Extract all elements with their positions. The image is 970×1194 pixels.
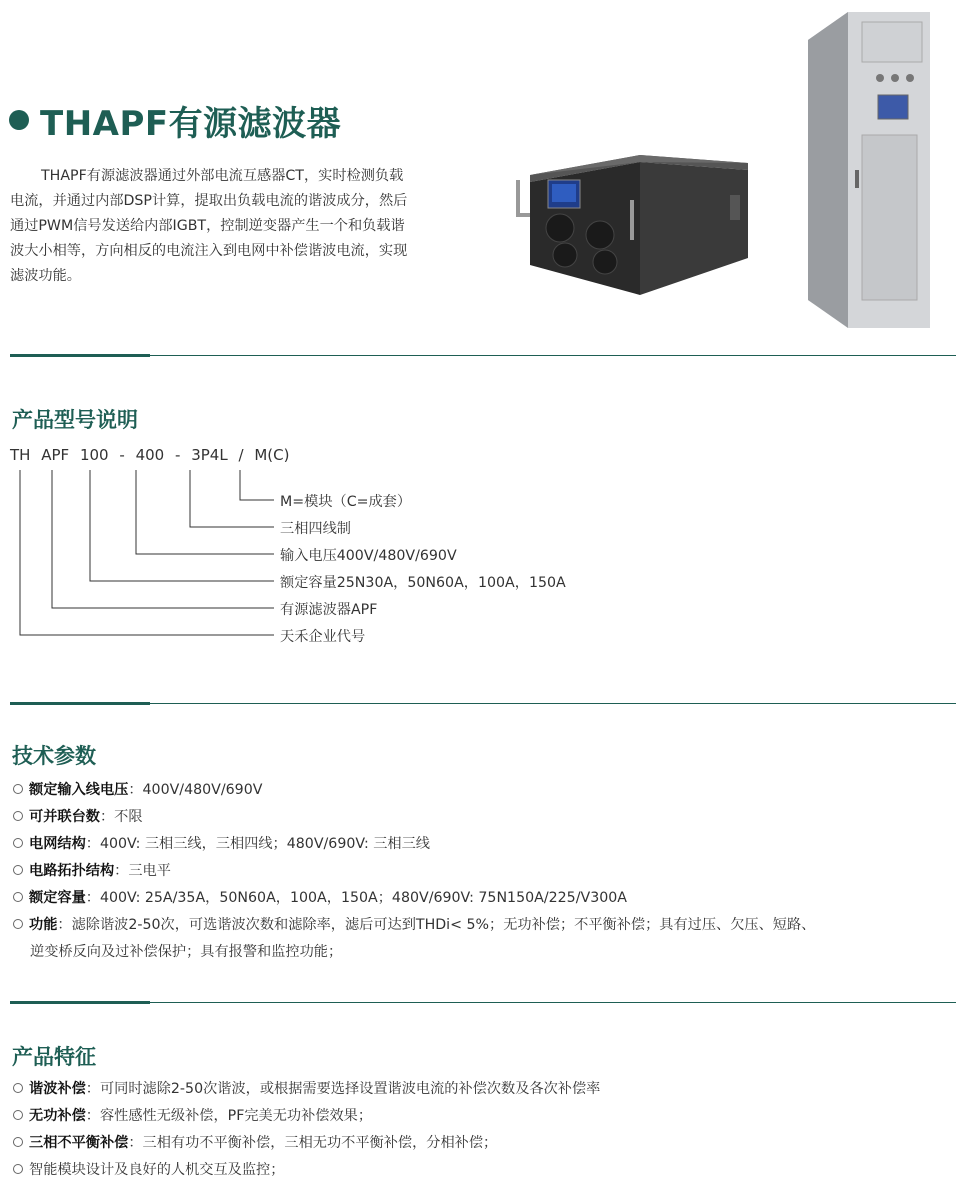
model-code-part: 100 [79, 446, 109, 464]
intro-line: 通过PWM信号发送给内部IGBT，控制逆变器产生一个和负载谐 [10, 218, 405, 234]
item-value: ：三相有功不平衡补偿，三相无功不平衡补偿，分相补偿； [128, 1135, 498, 1151]
intro-line: 滤波功能。 [10, 268, 81, 284]
intro-line: 电流，并通过内部DSP计算，提取出负载电流的谐波成分，然后 [10, 193, 408, 209]
item-label: 额定输入线电压 [29, 782, 129, 798]
item-label: 三相不平衡补偿 [29, 1135, 129, 1151]
item-value: ：可同时滤除2-50次谐波，或根据需要选择设置谐波电流的补偿次数及各次补偿率 [85, 1081, 601, 1097]
item-value: ：容性感性无级补偿，PF完美无功补偿效果； [85, 1108, 373, 1124]
circle-bullet-icon [13, 784, 23, 794]
model-code-part: 400 [135, 446, 165, 464]
model-legend-item: 三相四线制 [280, 521, 351, 537]
circle-bullet-icon [13, 1137, 23, 1147]
model-section-heading: 产品型号说明 [12, 408, 138, 432]
features-section-heading: 产品特征 [12, 1045, 96, 1069]
model-legend-item: 额定容量25N30A，50N60A，100A，150A [280, 575, 566, 591]
intro-line: 波大小相等，方向相反的电流注入到电网中补偿谐波电流，实现 [10, 243, 408, 259]
item-label: 电路拓扑结构 [29, 863, 115, 879]
item-label: 无功补偿 [29, 1108, 86, 1124]
model-code-part: 3P4L [191, 446, 228, 464]
circle-bullet-icon [13, 919, 23, 929]
item-value: ：400V: 三相三线，三相四线；480V/690V: 三相三线 [85, 836, 430, 852]
list-item [13, 858, 815, 885]
list-item [13, 912, 815, 939]
circle-bullet-icon [13, 865, 23, 875]
section-divider [10, 355, 956, 356]
circle-bullet-icon [13, 1164, 23, 1174]
model-legend-item: 输入电压400V/480V/690V [280, 548, 457, 564]
item-value: ：400V/480V/690V [128, 782, 263, 798]
model-code-part: TH [10, 446, 31, 464]
circle-bullet-icon [13, 1083, 23, 1093]
model-code-part: M(C) [254, 446, 290, 464]
item-label: 额定容量 [29, 890, 86, 906]
circle-bullet-icon [13, 838, 23, 848]
page-title: THAPF有源滤波器 [40, 104, 342, 144]
item-value: ：不限 [99, 809, 143, 825]
model-code [10, 446, 295, 464]
tech-params-list [13, 777, 815, 966]
item-label: 谐波补偿 [29, 1081, 86, 1097]
model-code-slash: / [238, 446, 244, 464]
item-value: ：400V: 25A/35A，50N60A，100A，150A；480V/690V: 75N150A/225/V300A [85, 890, 627, 906]
features-list [13, 1076, 600, 1184]
item-value: 智能模块设计及良好的人机交互及监控； [29, 1162, 285, 1178]
model-legend-item: 天禾企业代号 [280, 629, 366, 645]
tech-section-heading: 技术参数 [12, 744, 96, 768]
module-unit-image [518, 155, 748, 295]
circle-bullet-icon [13, 892, 23, 902]
list-item [13, 831, 815, 858]
list-item [13, 1076, 600, 1103]
list-item-continuation: 逆变桥反向及过补偿保护；具有报警和监控功能； [30, 944, 343, 960]
model-code-dash: - [175, 446, 181, 464]
circle-bullet-icon [13, 811, 23, 821]
item-label: 可并联台数 [29, 809, 100, 825]
section-divider [10, 703, 956, 704]
item-value: ：三电平 [114, 863, 171, 879]
product-images [0, 0, 970, 340]
model-legend-item: 有源滤波器APF [280, 602, 378, 618]
model-legend-item: M=模块（C=成套） [280, 494, 412, 510]
item-label: 电网结构 [29, 836, 86, 852]
circle-bullet-icon [13, 1110, 23, 1120]
model-code-dash: - [119, 446, 125, 464]
cabinet-image [808, 12, 930, 328]
section-divider [10, 1002, 956, 1003]
list-item [13, 777, 815, 804]
intro-line: THAPF有源滤波器通过外部电流互感器CT，实时检测负载 [41, 168, 404, 184]
item-value: ：滤除谐波2-50次，可选谐波次数和滤除率，滤后可达到THDi< 5%；无功补偿；不平衡补偿；具有过压、欠压、短路、 [57, 917, 816, 933]
list-item [13, 804, 815, 831]
list-item [13, 1130, 600, 1157]
list-item [13, 1157, 600, 1184]
list-item [13, 885, 815, 912]
model-code-part: APF [41, 446, 70, 464]
item-label: 功能 [29, 917, 58, 933]
list-item [13, 1103, 600, 1130]
